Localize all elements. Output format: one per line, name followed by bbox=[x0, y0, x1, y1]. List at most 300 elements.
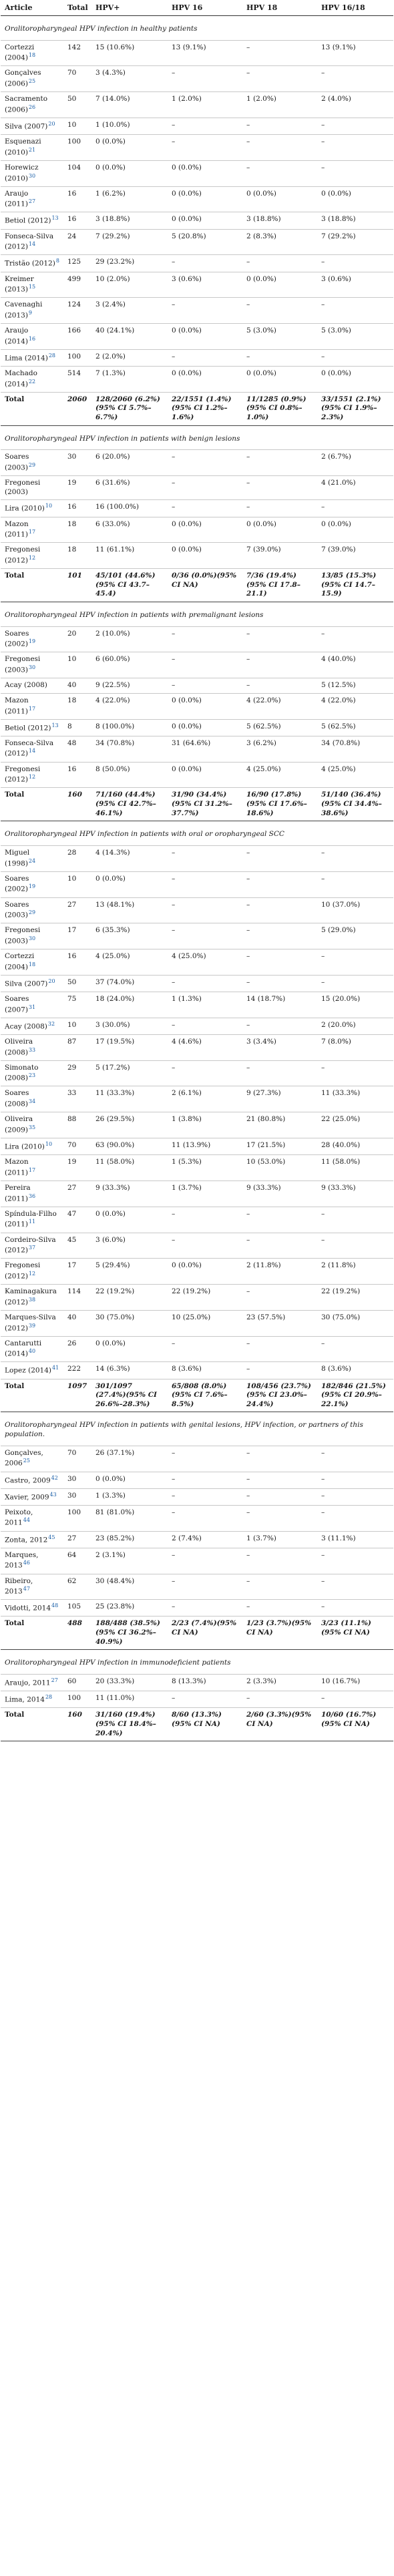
hpv18-cell: – bbox=[242, 40, 317, 66]
total-hpv16-18-cell: 10/60 (16.7%)(95% CI NA) bbox=[317, 1708, 393, 1741]
article-name: Kreimer (2013) bbox=[5, 274, 34, 294]
citation-link[interactable]: 36 bbox=[28, 1193, 36, 1199]
article-name: Araujo, 2011 bbox=[5, 1679, 51, 1687]
hpv16-cell: 2 (7.4%) bbox=[168, 1531, 242, 1548]
citation-link[interactable]: 19 bbox=[28, 883, 36, 890]
hpv16-18-cell: 22 (25.0%) bbox=[317, 1112, 393, 1138]
citation-link[interactable]: 20 bbox=[48, 120, 55, 127]
hpv16-cell: – bbox=[168, 1691, 242, 1708]
hpv16-cell: – bbox=[168, 1548, 242, 1574]
article-cell bbox=[1, 897, 63, 923]
hpv18-cell: 0 (0.0%) bbox=[242, 272, 317, 298]
citation-link[interactable]: 33 bbox=[28, 1046, 36, 1053]
table-row bbox=[1, 652, 393, 678]
citation-link[interactable]: 27 bbox=[51, 1677, 58, 1684]
total-cell: 142 bbox=[63, 40, 91, 66]
article-cell bbox=[1, 1155, 63, 1181]
hpv18-cell: 14 (18.7%) bbox=[242, 992, 317, 1018]
hpv18-cell: – bbox=[242, 160, 317, 186]
citation-link[interactable]: 11 bbox=[28, 1219, 36, 1225]
table-row bbox=[1, 1600, 393, 1617]
hpv-positive-cell: 8 (50.0%) bbox=[91, 762, 168, 788]
hpv18-cell: 4 (25.0%) bbox=[242, 762, 317, 788]
article-cell bbox=[1, 1034, 63, 1060]
table-row bbox=[1, 298, 393, 324]
hpv-positive-cell: 6 (20.0%) bbox=[91, 450, 168, 476]
hpv16-cell: – bbox=[168, 349, 242, 366]
hpv18-cell: – bbox=[242, 1574, 317, 1600]
citation-link[interactable]: 23 bbox=[28, 1072, 36, 1079]
hpv16-18-cell: – bbox=[317, 1600, 393, 1617]
total-cell: 28 bbox=[63, 845, 91, 871]
article-cell bbox=[1, 1488, 63, 1505]
hpv16-18-cell: – bbox=[317, 1207, 393, 1233]
hpv-positive-cell: 3 (2.4%) bbox=[91, 298, 168, 324]
hpv18-cell: – bbox=[242, 1488, 317, 1505]
article-cell bbox=[1, 1018, 63, 1034]
hpv18-cell: – bbox=[242, 1285, 317, 1311]
total-cell: 47 bbox=[63, 1207, 91, 1233]
hpv18-cell: – bbox=[242, 975, 317, 992]
total-row bbox=[1, 1708, 393, 1741]
total-cell: 30 bbox=[63, 1472, 91, 1488]
table-row bbox=[1, 66, 393, 92]
total-cell: 105 bbox=[63, 1600, 91, 1617]
citation-link[interactable]: 30 bbox=[28, 935, 36, 941]
total-hpv16-18-cell: 182/846 (21.5%)(95% CI 20.9%–22.1%) bbox=[317, 1379, 393, 1412]
citation-link[interactable]: 9 bbox=[28, 309, 33, 316]
hpv16-18-cell: 10 (37.0%) bbox=[317, 897, 393, 923]
table-row bbox=[1, 1034, 393, 1060]
hpv16-18-cell: – bbox=[317, 298, 393, 324]
hpv16-cell: 0 (0.0%) bbox=[168, 186, 242, 212]
hpv16-18-cell: – bbox=[317, 1472, 393, 1488]
citation-link[interactable]: 43 bbox=[49, 1491, 57, 1498]
citation-link[interactable]: 34 bbox=[28, 1098, 36, 1105]
hpv-positive-cell: 7 (1.3%) bbox=[91, 367, 168, 393]
article-cell bbox=[1, 1310, 63, 1336]
hpv18-cell: 4 (22.0%) bbox=[242, 693, 317, 719]
article-name: Acay (2008) bbox=[5, 1022, 47, 1031]
article-cell bbox=[1, 1086, 63, 1112]
citation-link[interactable]: 25 bbox=[28, 78, 36, 85]
table-row bbox=[1, 1259, 393, 1285]
citation-link[interactable]: 40 bbox=[28, 1348, 36, 1355]
citation-link[interactable]: 22 bbox=[28, 378, 36, 385]
citation-link[interactable]: 10 bbox=[45, 503, 53, 509]
section-title: Oralitoropharyngeal HPV infection in immunodeficient patients bbox=[1, 1650, 393, 1675]
hpv16-cell: – bbox=[168, 450, 242, 476]
hpv-positive-cell: 63 (90.0%) bbox=[91, 1138, 168, 1155]
total-hpv16-cell: 8/60 (13.3%)(95% CI NA) bbox=[168, 1708, 242, 1741]
hpv18-cell: 17 (21.5%) bbox=[242, 1138, 317, 1155]
citation-link[interactable]: 27 bbox=[28, 198, 36, 205]
hpv18-cell: – bbox=[242, 1233, 317, 1259]
hpv-positive-cell: 11 (58.0%) bbox=[91, 1155, 168, 1181]
hpv16-18-cell: – bbox=[317, 975, 393, 992]
citation-link[interactable]: 15 bbox=[28, 284, 36, 290]
hpv18-cell: – bbox=[242, 1207, 317, 1233]
citation-link[interactable]: 17 bbox=[28, 1166, 36, 1173]
total-cell: 104 bbox=[63, 160, 91, 186]
total-cell: 18 bbox=[63, 543, 91, 569]
hpv18-cell: – bbox=[242, 1060, 317, 1086]
article-cell bbox=[1, 118, 63, 134]
hpv16-18-cell: 0 (0.0%) bbox=[317, 517, 393, 543]
hpv-positive-cell: 4 (14.3%) bbox=[91, 845, 168, 871]
hpv16-18-cell: 2 (20.0%) bbox=[317, 1018, 393, 1034]
hpv16-18-cell: 11 (58.0%) bbox=[317, 1155, 393, 1181]
citation-link[interactable]: 46 bbox=[23, 1560, 30, 1566]
table-row bbox=[1, 1691, 393, 1708]
table-row bbox=[1, 92, 393, 118]
hpv16-18-cell: – bbox=[317, 949, 393, 976]
citation-link[interactable]: 25 bbox=[23, 1458, 30, 1464]
hpv-positive-cell: 1 (6.2%) bbox=[91, 186, 168, 212]
hpv16-cell: 0 (0.0%) bbox=[168, 693, 242, 719]
table-row bbox=[1, 1060, 393, 1086]
hpv-positive-cell: 15 (10.6%) bbox=[91, 40, 168, 66]
section-header-row bbox=[1, 1412, 393, 1446]
citation-link[interactable]: 14 bbox=[28, 241, 36, 248]
total-cell: 62 bbox=[63, 1574, 91, 1600]
hpv16-cell: 13 (9.1%) bbox=[168, 40, 242, 66]
citation-link[interactable]: 32 bbox=[47, 1020, 55, 1027]
article-name: Lima, 2014 bbox=[5, 1695, 45, 1704]
article-cell bbox=[1, 186, 63, 212]
hpv-positive-cell: 3 (30.0%) bbox=[91, 1018, 168, 1034]
article-name: Soares (2002) bbox=[5, 874, 29, 893]
article-cell bbox=[1, 1060, 63, 1086]
article-name: Spíndula-Filho (2011) bbox=[5, 1209, 57, 1229]
hpv-positive-cell: 3 (6.0%) bbox=[91, 1233, 168, 1259]
hpv-positive-cell: 23 (85.2%) bbox=[91, 1531, 168, 1548]
hpv-positive-cell: 11 (33.3%) bbox=[91, 1086, 168, 1112]
hpv16-18-cell: – bbox=[317, 626, 393, 652]
table-row bbox=[1, 229, 393, 255]
article-cell bbox=[1, 975, 63, 992]
hpv-positive-cell: 29 (23.2%) bbox=[91, 255, 168, 272]
citation-link[interactable]: 17 bbox=[28, 529, 36, 535]
hpv16-cell: – bbox=[168, 897, 242, 923]
table-row bbox=[1, 762, 393, 788]
citation-link[interactable]: 35 bbox=[28, 1124, 36, 1130]
hpv18-cell: 0 (0.0%) bbox=[242, 517, 317, 543]
hpv-positive-cell: 6 (35.3%) bbox=[91, 923, 168, 949]
total-cell: 125 bbox=[63, 255, 91, 272]
citation-link[interactable]: 29 bbox=[28, 462, 36, 468]
citation-link[interactable]: 26 bbox=[28, 103, 36, 110]
table-row bbox=[1, 678, 393, 694]
hpv16-cell: 0 (0.0%) bbox=[168, 367, 242, 393]
hpv18-cell: 10 (53.0%) bbox=[242, 1155, 317, 1181]
total-cell: 70 bbox=[63, 1446, 91, 1472]
total-cell: 10 bbox=[63, 118, 91, 134]
hpv16-18-cell: 34 (70.8%) bbox=[317, 736, 393, 762]
table-row bbox=[1, 1285, 393, 1311]
article-name: Lopez (2014) bbox=[5, 1366, 52, 1375]
total-hpv18-cell: 7/36 (19.4%)(95% CI 17.8–21.1) bbox=[242, 569, 317, 602]
hpv16-18-cell: 30 (75.0%) bbox=[317, 1310, 393, 1336]
total-hpv16-cell: 31/90 (34.4%)(95% CI 31.2%–37.7%) bbox=[168, 788, 242, 821]
hpv16-18-cell: 4 (22.0%) bbox=[317, 693, 393, 719]
article-cell bbox=[1, 500, 63, 517]
article-cell bbox=[1, 1600, 63, 1617]
table-row bbox=[1, 1362, 393, 1379]
article-name: Gonçalves (2006) bbox=[5, 69, 41, 88]
table-row bbox=[1, 1233, 393, 1259]
hpv18-cell: – bbox=[242, 1548, 317, 1574]
article-cell bbox=[1, 871, 63, 897]
hpv16-cell: 1 (3.7%) bbox=[168, 1180, 242, 1207]
total-cell: 24 bbox=[63, 229, 91, 255]
article-cell bbox=[1, 1446, 63, 1472]
total-cell: 70 bbox=[63, 1138, 91, 1155]
hpv18-cell: 3 (3.4%) bbox=[242, 1034, 317, 1060]
article-name: Fonseca-Silva (2012) bbox=[5, 232, 54, 251]
total-hpv-positive-cell: 45/101 (44.6%)(95% CI 43.7–45.4) bbox=[91, 569, 168, 602]
citation-link[interactable]: 48 bbox=[51, 1602, 59, 1609]
citation-link[interactable]: 42 bbox=[51, 1474, 58, 1481]
article-name: Peixoto, 2011 bbox=[5, 1508, 33, 1527]
citation-link[interactable]: 19 bbox=[28, 638, 36, 645]
section-title: Oralitoropharyngeal HPV infection in patients with genital lesions, HPV infection, or partners of this population. bbox=[1, 1412, 393, 1446]
hpv16-18-cell: 8 (3.6%) bbox=[317, 1362, 393, 1379]
hpv18-cell: – bbox=[242, 118, 317, 134]
citation-link[interactable]: 20 bbox=[48, 978, 55, 984]
citation-link[interactable]: 29 bbox=[28, 909, 36, 916]
hpv18-cell: – bbox=[242, 897, 317, 923]
citation-link[interactable]: 28 bbox=[45, 1694, 53, 1701]
article-cell bbox=[1, 1675, 63, 1691]
citation-link[interactable]: 37 bbox=[28, 1245, 36, 1251]
hpv16-18-cell: – bbox=[317, 1336, 393, 1362]
hpv16-cell: 0 (0.0%) bbox=[168, 719, 242, 736]
hpv-positive-cell: 0 (0.0%) bbox=[91, 135, 168, 161]
total-label: Total bbox=[1, 569, 63, 602]
citation-link[interactable]: 13 bbox=[51, 722, 59, 728]
article-name: Soares (2003) bbox=[5, 453, 29, 472]
total-hpv16-18-cell: 13/85 (15.3%)(95% CI 14.7–15.9) bbox=[317, 569, 393, 602]
table-row bbox=[1, 736, 393, 762]
hpv18-cell: 0 (0.0%) bbox=[242, 367, 317, 393]
hpv16-18-cell: – bbox=[317, 135, 393, 161]
hpv18-cell: – bbox=[242, 652, 317, 678]
total-total-cell: 488 bbox=[63, 1617, 91, 1650]
total-label: Total bbox=[1, 788, 63, 821]
citation-link[interactable]: 45 bbox=[48, 1534, 55, 1540]
total-cell: 70 bbox=[63, 66, 91, 92]
article-cell bbox=[1, 1180, 63, 1207]
hpv16-18-cell: – bbox=[317, 1233, 393, 1259]
citation-link[interactable]: 28 bbox=[48, 352, 55, 359]
section-title: Oralitoropharyngeal HPV infection in healthy patients bbox=[1, 16, 393, 41]
hpv16-18-cell: 0 (0.0%) bbox=[317, 186, 393, 212]
total-cell: 48 bbox=[63, 736, 91, 762]
article-name: Fonseca-Silva (2012) bbox=[5, 738, 54, 758]
article-name: Ribeiro, 2013 bbox=[5, 1576, 33, 1596]
article-name: Oliveira (2009) bbox=[5, 1115, 33, 1134]
hpv18-cell: – bbox=[242, 1505, 317, 1531]
total-hpv16-18-cell: 33/1551 (2.1%)(95% CI 1.9%–2.3%) bbox=[317, 392, 393, 425]
article-cell bbox=[1, 1548, 63, 1574]
hpv-positive-cell: 14 (6.3%) bbox=[91, 1362, 168, 1379]
article-cell bbox=[1, 626, 63, 652]
citation-link[interactable]: 38 bbox=[28, 1296, 36, 1303]
total-cell: 499 bbox=[63, 272, 91, 298]
article-name: Fregonesi (2012) bbox=[5, 546, 41, 565]
article-name: Silva (2007) bbox=[5, 122, 48, 131]
citation-link[interactable]: 21 bbox=[28, 146, 36, 153]
article-name: Fregonesi (2003) bbox=[5, 479, 41, 496]
citation-link[interactable]: 12 bbox=[28, 554, 36, 561]
hpv-positive-cell: 5 (17.2%) bbox=[91, 1060, 168, 1086]
hpv16-cell: – bbox=[168, 1233, 242, 1259]
article-name: Soares (2003) bbox=[5, 900, 29, 919]
hpv16-18-cell: 2 (4.0%) bbox=[317, 92, 393, 118]
table-row bbox=[1, 186, 393, 212]
citation-link[interactable]: 10 bbox=[45, 1141, 53, 1148]
total-cell: 100 bbox=[63, 1691, 91, 1708]
article-name: Silva (2007) bbox=[5, 980, 48, 988]
total-cell: 20 bbox=[63, 626, 91, 652]
hpv16-cell: 11 (13.9%) bbox=[168, 1138, 242, 1155]
citation-link[interactable]: 17 bbox=[28, 705, 36, 712]
total-cell: 16 bbox=[63, 762, 91, 788]
citation-link[interactable]: 31 bbox=[28, 1004, 36, 1010]
hpv16-18-cell: 11 (33.3%) bbox=[317, 1086, 393, 1112]
citation-link[interactable]: 30 bbox=[28, 664, 36, 671]
hpv16-cell: – bbox=[168, 1472, 242, 1488]
article-name: Lima (2014) bbox=[5, 354, 48, 363]
citation-link[interactable]: 30 bbox=[28, 172, 36, 179]
total-cell: 33 bbox=[63, 1086, 91, 1112]
total-cell: 50 bbox=[63, 975, 91, 992]
hpv16-18-cell: – bbox=[317, 500, 393, 517]
hpv16-cell: – bbox=[168, 923, 242, 949]
table-row bbox=[1, 367, 393, 393]
article-name: Gonçalves, 2006 bbox=[5, 1448, 43, 1468]
total-cell: 18 bbox=[63, 693, 91, 719]
total-cell: 10 bbox=[63, 652, 91, 678]
hpv-positive-cell: 22 (19.2%) bbox=[91, 1285, 168, 1311]
total-cell: 17 bbox=[63, 1259, 91, 1285]
hpv-positive-cell: 8 (100.0%) bbox=[91, 719, 168, 736]
article-name: Zonta, 2012 bbox=[5, 1536, 48, 1544]
total-cell: 114 bbox=[63, 1285, 91, 1311]
hpv16-cell: – bbox=[168, 678, 242, 694]
hpv16-cell: – bbox=[168, 871, 242, 897]
citation-link[interactable]: 47 bbox=[23, 1586, 30, 1592]
total-row bbox=[1, 788, 393, 821]
table-row bbox=[1, 845, 393, 871]
article-cell bbox=[1, 762, 63, 788]
article-cell bbox=[1, 272, 63, 298]
citation-link[interactable]: 24 bbox=[28, 857, 36, 864]
article-cell bbox=[1, 1138, 63, 1155]
hpv16-cell: 0 (0.0%) bbox=[168, 543, 242, 569]
citation-link[interactable]: 13 bbox=[51, 215, 59, 222]
hpv16-18-cell: 13 (9.1%) bbox=[317, 40, 393, 66]
hpv18-cell: – bbox=[242, 450, 317, 476]
hpv16-18-cell: – bbox=[317, 66, 393, 92]
hpv-positive-cell: 40 (24.1%) bbox=[91, 324, 168, 350]
total-label: Total bbox=[1, 1708, 63, 1741]
citation-link[interactable]: 12 bbox=[28, 1270, 36, 1277]
total-hpv18-cell: 16/90 (17.8%)(95% CI 17.6%–18.6%) bbox=[242, 788, 317, 821]
hpv-positive-cell: 10 (2.0%) bbox=[91, 272, 168, 298]
citation-link[interactable]: 18 bbox=[28, 52, 36, 59]
hpv-positive-cell: 16 (100.0%) bbox=[91, 500, 168, 517]
citation-link[interactable]: 14 bbox=[28, 748, 36, 755]
hpv18-cell: – bbox=[242, 1691, 317, 1708]
hpv18-cell: 9 (27.3%) bbox=[242, 1086, 317, 1112]
hpv16-18-cell: 3 (0.6%) bbox=[317, 272, 393, 298]
article-cell bbox=[1, 845, 63, 871]
article-cell bbox=[1, 1259, 63, 1285]
hpv18-cell: 3 (6.2%) bbox=[242, 736, 317, 762]
hpv16-cell: – bbox=[168, 135, 242, 161]
citation-link[interactable]: 16 bbox=[28, 335, 36, 342]
hpv16-cell: 10 (25.0%) bbox=[168, 1310, 242, 1336]
citation-link[interactable]: 41 bbox=[52, 1365, 59, 1371]
table-row bbox=[1, 719, 393, 736]
hpv-positive-cell: 4 (25.0%) bbox=[91, 949, 168, 976]
total-hpv-positive-cell: 71/160 (44.4%)(95% CI 42.7%–46.1%) bbox=[91, 788, 168, 821]
hpv16-18-cell: 22 (19.2%) bbox=[317, 1285, 393, 1311]
hpv18-cell: – bbox=[242, 349, 317, 366]
article-cell bbox=[1, 949, 63, 976]
citation-link[interactable]: 18 bbox=[28, 961, 36, 968]
hpv-positive-cell: 7 (29.2%) bbox=[91, 229, 168, 255]
article-name: Mazon (2011) bbox=[5, 519, 29, 539]
article-name: Xavier, 2009 bbox=[5, 1493, 49, 1502]
article-name: Pereira (2011) bbox=[5, 1183, 31, 1203]
section-title: Oralitoropharyngeal HPV infection in patients with benign lesions bbox=[1, 425, 393, 450]
hpv16-cell: 1 (2.0%) bbox=[168, 92, 242, 118]
article-cell bbox=[1, 160, 63, 186]
table-row bbox=[1, 118, 393, 134]
table-row bbox=[1, 255, 393, 272]
article-name: Araujo (2014) bbox=[5, 327, 29, 346]
total-cell: 40 bbox=[63, 678, 91, 694]
article-cell bbox=[1, 229, 63, 255]
citation-link[interactable]: 39 bbox=[28, 1322, 36, 1329]
citation-link[interactable]: 8 bbox=[55, 258, 59, 264]
hpv16-18-cell: 9 (33.3%) bbox=[317, 1180, 393, 1207]
table-header bbox=[1, 0, 393, 16]
hpv16-18-cell: 4 (40.0%) bbox=[317, 652, 393, 678]
article-name: Tristão (2012) bbox=[5, 259, 55, 268]
hpv18-cell: – bbox=[242, 1472, 317, 1488]
table-row bbox=[1, 1155, 393, 1181]
total-cell: 18 bbox=[63, 517, 91, 543]
hpv16-18-cell: 7 (39.0%) bbox=[317, 543, 393, 569]
citation-link[interactable]: 12 bbox=[28, 774, 36, 781]
article-cell bbox=[1, 652, 63, 678]
header-hpv16: HPV 16 bbox=[168, 0, 242, 16]
table-row bbox=[1, 1675, 393, 1691]
hpv16-cell: 1 (3.8%) bbox=[168, 1112, 242, 1138]
article-cell bbox=[1, 1336, 63, 1362]
table-row bbox=[1, 40, 393, 66]
hpv18-cell: – bbox=[242, 66, 317, 92]
hpv-positive-cell: 2 (10.0%) bbox=[91, 626, 168, 652]
article-name: Araujo (2011) bbox=[5, 189, 29, 208]
hpv16-18-cell: – bbox=[317, 255, 393, 272]
citation-link[interactable]: 44 bbox=[23, 1517, 30, 1524]
article-name: Cavenaghi (2013) bbox=[5, 300, 43, 320]
